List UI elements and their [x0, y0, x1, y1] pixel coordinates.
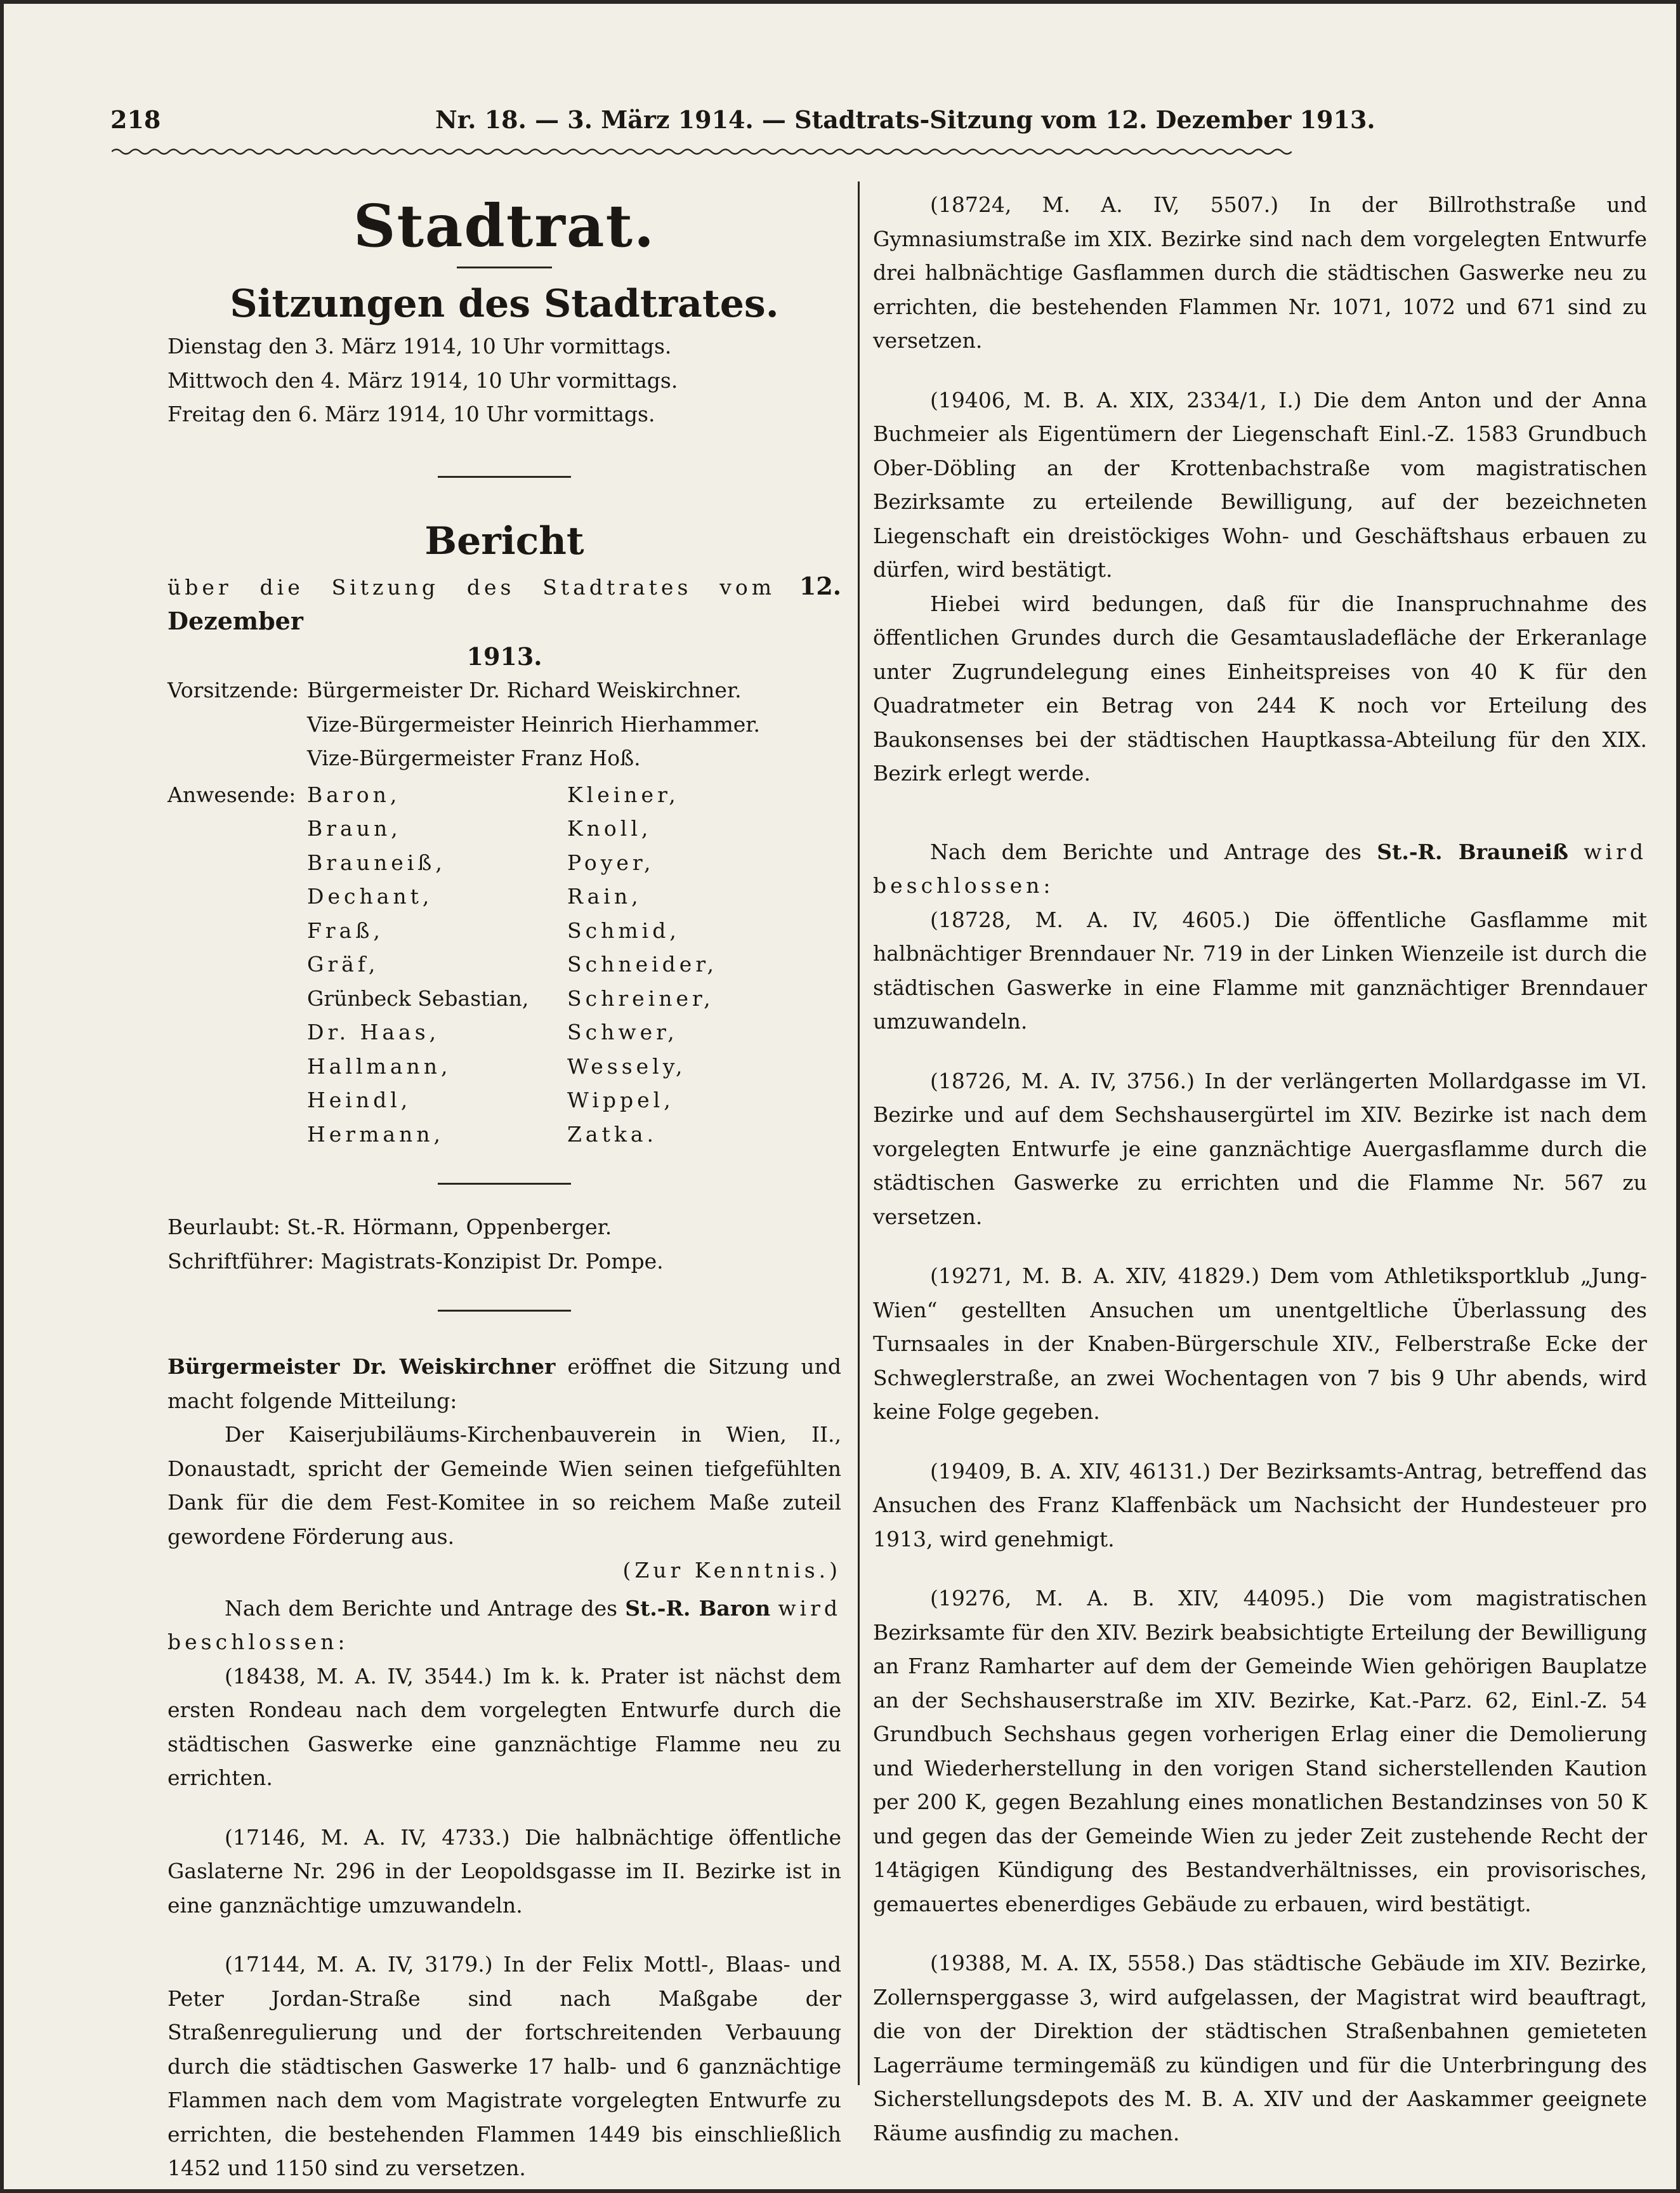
attendee-name: Hermann,	[307, 1121, 445, 1147]
newspaper-page	[4, 4, 1676, 2189]
attendee-name: Grünbeck Sebastian,	[307, 985, 529, 1011]
attendees-list	[167, 778, 718, 1152]
attendee-name: Schreiner,	[567, 985, 714, 1011]
attendee-name: Wessely,	[567, 1053, 686, 1079]
resolution-item: (19406, M. B. A. XIX, 2334/1, I.) Die dem Anton und der Anna Buchmeier als Eigentümern der Liegenschaft Einl.-Z. 1583 Grundbuch Ober-Döbling an der Krottenbachstraße vom magistratischen Bezirksamte zu erteilende Bewilligung, auf der bezeichneten Liegenschaft ein dreistöckiges Wohn- und Geschäftshaus erbauen zu dürfen, wird bestätigt.	[873, 387, 1647, 582]
attendee-name: Kleiner,	[567, 782, 679, 807]
chairs-label: Vorsitzende:	[167, 678, 299, 702]
resolution-item: (18728, M. A. IV, 4605.) Die öffentliche Gasflamme mit halbnächtiger Brenndauer Nr. 719 in der Linken Wienzeile ist durch die städtischen Gaswerke in eine Flamme mit ganznächtiger Brenndauer umzuwandeln.	[873, 907, 1647, 1034]
secretary-line: Schriftführer: Magistrats-Konzipist Dr. Pompe.	[167, 1248, 664, 1274]
attendee-name: Dr. Haas,	[307, 1020, 440, 1044]
attendee-name: Baron,	[307, 782, 401, 807]
resolution-item: Hiebei wird bedungen, daß für die Inanspruchnahme des öffentlichen Grundes durch die Gesamtausladefläche der Erkeranlage unter Zugrundelegung eines Einheitspreises von 40 K für den Quadratmeter ein Betrag von 244 K noch vor Erteilung des Baukonsenses bei der städtischen Hauptkassa-Abteilung für den XIX. Bezirk erlegt werde.	[873, 591, 1647, 786]
resolution-item: (19276, M. A. B. XIV, 44095.) Die vom magistratischen Bezirksamte für den XIV. Bezirk beabsichtigte Erteilung der Bewilligung an Franz Ramharter auf dem der Gemeinde Wien gehörigen Bauplatze an der Sechshauserstraße im XIV. Bezirke, Kat.-Parz. 62, Einl.-Z. 54 Grundbuch Sechshaus gegen vorherigen Erlag einer die Demolierung und Wiederherstellung in den vorigen Stand sicherstellenden Kaution per 200 K, gegen Bezahlung eines monatlichen Bestandzinses von 50 K und gegen das der Gemeinde Wien zu jeder Zeit zustehende Recht der 14tägigen Kündigung des Bestandverhältnisses, ein provisorisches, gemauertes ebenerdiges Gebäude zu erbauen, wird bestätigt.	[873, 1586, 1647, 1916]
section-heading: Stadtrat.	[353, 192, 655, 260]
absent-line: Beurlaubt: St.-R. Hörmann, Oppenberger.	[167, 1215, 612, 1239]
report-subheading: über die Sitzung des Stadtrates vom 12. Dezember	[167, 571, 841, 635]
attendees-label: Anwesende:	[167, 782, 296, 807]
resolution-item: (18438, M. A. IV, 3544.) Im k. k. Prater ist nächst dem ersten Rondeau nach dem vorgelegten Entwurfe durch die städtischen Gaswerke eine ganznächtige Flamme neu zu errichten.	[167, 1663, 841, 1790]
session-line: Dienstag den 3. März 1914, 10 Uhr vormittags.	[167, 334, 672, 359]
chair-name: Vize-Bürgermeister Franz Hoß.	[307, 746, 641, 770]
attendee-name: Schneider,	[567, 952, 718, 977]
attendee-name: Zatka.	[567, 1121, 658, 1147]
opening-body: Der Kaiserjubiläums-Kirchenbauverein in Wien, II., Donaustadt, spricht der Gemeinde Wien seinen tiefgefühlten Dank für die dem Fest-Komitee in so reichem Maße zuteil gewordene Förderung aus.	[167, 1422, 841, 1549]
left-column	[167, 188, 841, 2185]
chairs-list	[167, 673, 760, 775]
page-header	[4, 105, 1676, 143]
attendee-name: Wippel,	[567, 1088, 674, 1112]
attendee-name: Gräf,	[307, 952, 379, 977]
page-number: 218	[110, 105, 161, 134]
column-divider	[858, 181, 860, 2085]
chair-name: Bürgermeister Dr. Richard Weiskirchner.	[307, 678, 742, 702]
report-intro: Nach dem Berichte und Antrage des St.-R. Brauneiß wird beschlossen:	[873, 839, 1647, 898]
resolution-item: (17146, M. A. IV, 4733.) Die halbnächtige öffentliche Gaslaterne Nr. 296 in der Leopoldsgasse im II. Bezirke ist in eine ganznächtige umzuwandeln.	[167, 1824, 841, 1918]
resolution-item: (18726, M. A. IV, 3756.) In der verlängerten Mollardgasse im VI. Bezirke und auf dem Sechshausergürtel im XIV. Bezirke ist nach dem vorgelegten Entwurfe je eine ganznächtige Auergasflamme durch die städtischen Gaswerke zu errichten und die Flamme Nr. 567 zu versetzen.	[873, 1068, 1647, 1229]
opening-note: (Zur Kenntnis.)	[622, 1558, 841, 1583]
report-heading: Bericht	[424, 518, 584, 563]
resolution-item: (19388, M. A. IX, 5558.) Das städtische Gebäude im XIV. Bezirke, Zollernsperggasse 3, wird aufgelassen, der Magistrat wird beauftragt, die von der Direktion der städtischen Straßenbahnen gemieteten Lagerräume termingemäß zu kündigen und für die Unterbringung des Sicherstellungsdepots des M. B. A. XIV und der Aaskammer geeignete Räume ausfindig zu machen.	[873, 1951, 1647, 2145]
heading-rule	[457, 267, 552, 268]
attendee-name: Rain,	[567, 884, 642, 909]
running-title: Nr. 18. — 3. März 1914. — Stadtrats-Sitzung vom 12. Dezember 1913.	[435, 105, 1375, 134]
attendee-name: Brauneiß,	[307, 850, 446, 875]
attendee-name: Poyer,	[567, 850, 655, 875]
resolution-item: (17144, M. A. IV, 3179.) In der Felix Mottl-, Blaas- und Peter Jordan-Straße sind nach Maßgabe der Straßenregulierung und der fortschreitenden Verbauung durch die städtischen Gaswerke 17 halb- und 6 ganznächtige Flammen nach dem vom Magistrate vorgelegten Entwurfe zu errichten, die bestehenden Flammen 1449 bis einschließlich 1452 und 1150 sind zu versetzen.	[167, 1952, 841, 2180]
attendee-name: Dechant,	[307, 884, 433, 909]
session-line: Freitag den 6. März 1914, 10 Uhr vormittags.	[167, 402, 655, 426]
sessions-heading: Sitzungen des Stadtrates.	[230, 282, 779, 326]
attendee-name: Schmid,	[567, 918, 680, 943]
attendee-name: Fraß,	[307, 918, 384, 943]
attendee-name: Braun,	[307, 816, 402, 841]
resolution-item: (19409, B. A. XIV, 46131.) Der Bezirksamts-Antrag, betreffend das Ansuchen des Franz Klaffenbäck um Nachsicht der Hundesteuer pro 1913, wird genehmigt.	[873, 1458, 1647, 1551]
resolution-item: (19271, M. B. A. XIV, 41829.) Dem vom Athletiksportklub „Jung-Wien“ gestellten Ansuchen um unentgeltliche Überlassung des Turnsaales in der Knaben-Bürgerschule XIV., Felberstraße Ecke der Schweglerstraße, an zwei Wochentagen von 7 bis 9 Uhr abends, wird keine Folge gegeben.	[873, 1263, 1647, 1424]
header-wavy-rule	[112, 147, 1292, 156]
chair-name: Vize-Bürgermeister Heinrich Hierhammer.	[307, 711, 760, 737]
session-line: Mittwoch den 4. März 1914, 10 Uhr vormittags.	[167, 367, 678, 393]
right-column	[873, 188, 1647, 2150]
report-year: 1913.	[466, 642, 542, 671]
attendee-name: Heindl,	[307, 1088, 412, 1112]
attendee-name: Schwer,	[567, 1020, 678, 1044]
resolution-item: (18724, M. A. IV, 5507.) In der Billrothstraße und Gymnasiumstraße im XIX. Bezirke sind nach dem vorgelegten Entwurfe drei halbnächtige Gasflammen durch die städtischen Gaswerke neu zu errichten, die bestehenden Flammen Nr. 1071, 1072 und 671 sind zu versetzen.	[873, 192, 1647, 353]
attendee-name: Knoll,	[567, 816, 652, 841]
opening-paragraph: Bürgermeister Dr. Weiskirchner eröffnet die Sitzung und macht folgende Mitteilung:	[167, 1354, 841, 1413]
report-intro: Nach dem Berichte und Antrage des St.-R. Baron wird beschlossen:	[167, 1595, 842, 1654]
attendee-name: Hallmann,	[307, 1053, 452, 1079]
